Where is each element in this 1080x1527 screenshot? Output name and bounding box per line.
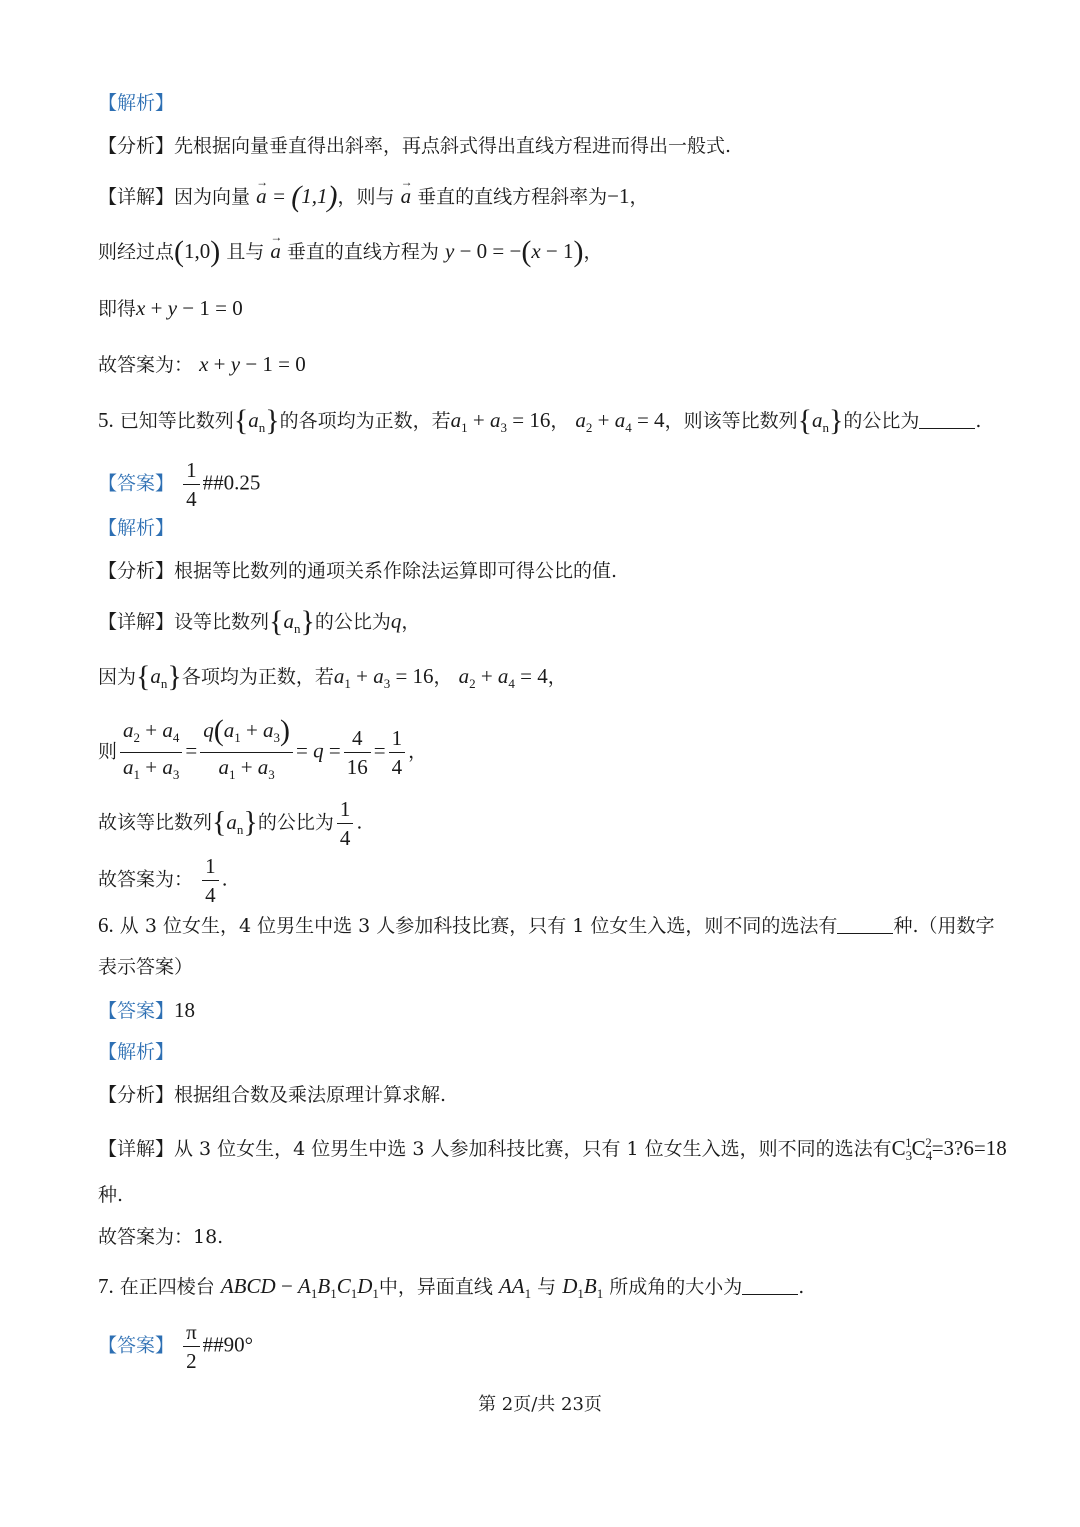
q6-line3: [98, 1222, 990, 1252]
math: y: [444, 239, 455, 263]
fraction: $\frac{1}{4}$: [202, 852, 219, 909]
math: x: [136, 296, 146, 320]
xiangjie-tag: 【详解】: [98, 186, 175, 208]
analysis-label: [98, 88, 990, 118]
q6-stem-line2: [98, 952, 990, 982]
q7-stem: 7. 在正四棱台 ABCD − $A_1B_1C_1D_1$中，异面直线 $AA_1$ 与 $D_1B_1$ 所成角的大小为 .: [98, 1274, 805, 1301]
q7-text: 在正四棱台: [119, 1276, 215, 1298]
q6-text: 表示答案）: [98, 956, 194, 978]
math: → a: [401, 181, 412, 211]
math: x: [199, 352, 209, 376]
fenxi-tag: 【分析】: [98, 1084, 175, 1106]
question-number: 6.: [98, 913, 114, 937]
q5-stem: 5. 已知等比数列$\{a_n\}$的各项均为正数，若$a_1 + a_3 = 16$， $a_2 + a_4 = 4$，则该等比数列$\{a_n\}$的公比为 .: [98, 404, 982, 437]
answer-value: 18: [174, 998, 196, 1022]
q6-text: 从 3 位女生，4 位男生中选 3 人参加科技比赛，只有 1 位女生入选，则不同的选法有: [174, 1138, 892, 1160]
q6-xiangjie-line: 【详解】从 3 位女生，4 位男生中选 3 人参加科技比赛，只有 1 位女生入选，则不同的选法有$C_3^1C_4^2=3?6=18$: [98, 1135, 1007, 1163]
q5-text: 则: [98, 740, 118, 763]
q5-line4: 故该等比数列$\{a_n\}$的公比为 $\frac{1}{4}$ .: [98, 797, 363, 850]
math: 1,0: [184, 239, 211, 263]
fraction: $\frac{1}{4}$: [337, 795, 354, 852]
answer-blank: [919, 408, 975, 429]
q4-text: 即得: [98, 298, 137, 320]
q5-line5: 故答案为： $\frac{1}{4}$ .: [98, 854, 228, 907]
q5-text: ，则该等比数列: [664, 410, 798, 432]
xiangjie-tag: 【详解】: [98, 1138, 175, 1160]
q4-fenxi-line: [98, 131, 990, 161]
q5-text: 因为: [98, 666, 137, 688]
q6-text: 种.（用数字: [893, 915, 995, 937]
math: − 0 = −: [454, 239, 522, 263]
fraction: $\frac{4}{16}$: [344, 724, 371, 781]
q4-text: 且与: [226, 241, 265, 263]
analysis-label: [98, 513, 990, 543]
q4-text: 垂直的直线方程为: [286, 241, 439, 263]
jiexi-tag: 【解析】: [98, 1041, 175, 1063]
q7-text: 与: [537, 1276, 557, 1298]
daan-tag: 【答案】: [98, 472, 175, 495]
q5-text: 设等比数列: [174, 611, 270, 633]
math: → a = (1,1): [256, 184, 337, 208]
jiexi-tag: 【解析】: [98, 92, 175, 114]
q4-fenxi-text: 先根据向量垂直得出斜率，再点斜式得出直线方程进而得出一般式.: [174, 135, 732, 157]
q5-text: 的公比为: [314, 611, 391, 633]
q5-line3: 则 $\frac{a_2 + a_4}{a_1 + a_3}$ = $\frac{q(a_1 + a_3)}{a_1 + a_3}$ = q = $\frac{4}{16}$ = $\frac{1}{4}$ ，: [98, 716, 990, 789]
q4-text: 因为向量: [174, 186, 251, 208]
q4-text: 垂直的直线方程斜率为: [417, 186, 608, 208]
question-number: 5.: [98, 408, 114, 432]
q6-line2: [98, 1180, 990, 1210]
q4-xiangjie-line: 【详解】因为向量 → a = (1,1)，则与 → a 垂直的直线方程斜率为−1，: [98, 181, 990, 212]
fraction: $\frac{a_2 + a_4}{a_1 + a_3}$: [120, 716, 182, 789]
q5-xiangjie-line: 【详解】设等比数列$\{a_n\}$的公比为q，: [98, 605, 421, 638]
math: −1: [607, 184, 630, 208]
q5-text: 各项均为正数，若: [181, 666, 334, 688]
q5-text: 已知等比数列: [119, 410, 234, 432]
q6-text: 从 3 位女生，4 位男生中选 3 人参加科技比赛，只有 1 位女生入选，则不同的选法有: [119, 915, 838, 937]
q7-text: 所成角的大小为: [609, 1276, 743, 1298]
answer-alt: ##90°: [202, 1332, 254, 1357]
math: → a: [270, 236, 281, 266]
question-number: 7.: [98, 1274, 114, 1298]
fraction: $\frac{1}{4}$: [183, 456, 200, 513]
math: =3?6=18: [931, 1136, 1007, 1160]
daan-tag: 【答案】: [98, 1334, 175, 1357]
q4-text: 故答案为：: [98, 354, 194, 376]
q5-fenxi-line: [98, 556, 990, 586]
fraction: $\frac{\pi}{2}$: [183, 1318, 200, 1375]
q4-text: 则经过点: [98, 241, 175, 263]
daan-tag: 【答案】: [98, 1000, 175, 1022]
math: − 1: [540, 239, 574, 263]
q4-line4: 故答案为： x + y − 1 = 0: [98, 352, 306, 376]
q7-text: 中，异面直线: [378, 1276, 493, 1298]
fraction: $\frac{1}{4}$: [389, 724, 406, 781]
q6-text: 种.: [98, 1184, 124, 1206]
answer-blank: [742, 1274, 798, 1295]
q6-fenxi-line: [98, 1080, 990, 1110]
page-footer: 第 2页/共 23页: [478, 1394, 602, 1415]
q4-text: ，则与: [337, 186, 395, 208]
q4-line3: 即得x + y − 1 = 0: [98, 296, 243, 320]
fenxi-tag: 【分析】: [98, 135, 175, 157]
q6-answer: [98, 995, 990, 1026]
answer-alt: ##0.25: [202, 470, 261, 495]
fraction: $\frac{q(a_1 + a_3)}{a_1 + a_3}$: [200, 716, 293, 789]
analysis-label: [98, 1037, 990, 1067]
q4-line2: 则经过点(1,0) 且与 → a 垂直的直线方程为 y − 0 = −(x − 1)，: [98, 236, 990, 267]
answer-blank: [837, 913, 893, 934]
q5-text: 故答案为：: [98, 868, 194, 891]
q5-text: 的公比为: [843, 410, 920, 432]
math: x: [531, 239, 541, 263]
jiexi-tag: 【解析】: [98, 517, 175, 539]
q5-text: 的各项均为正数，若: [279, 410, 451, 432]
q7-answer: [98, 1318, 990, 1375]
q6-stem-line1: [98, 910, 995, 941]
q5-fenxi-text: 根据等比数列的通项关系作除法运算即可得公比的值.: [174, 560, 618, 582]
q6-fenxi-text: 根据组合数及乘法原理计算求解.: [174, 1084, 447, 1106]
q5-text: 的公比为: [257, 811, 334, 834]
q5-text: 故该等比数列: [98, 811, 213, 834]
q6-text: 故答案为：18.: [98, 1226, 224, 1248]
q5-line2: 因为$\{a_n\}$各项均为正数，若$a_1 + a_3 = 16$， $a_2 + a_4 = 4$，: [98, 660, 567, 693]
xiangjie-tag: 【详解】: [98, 611, 175, 633]
q5-answer: [98, 456, 990, 513]
fenxi-tag: 【分析】: [98, 560, 175, 582]
